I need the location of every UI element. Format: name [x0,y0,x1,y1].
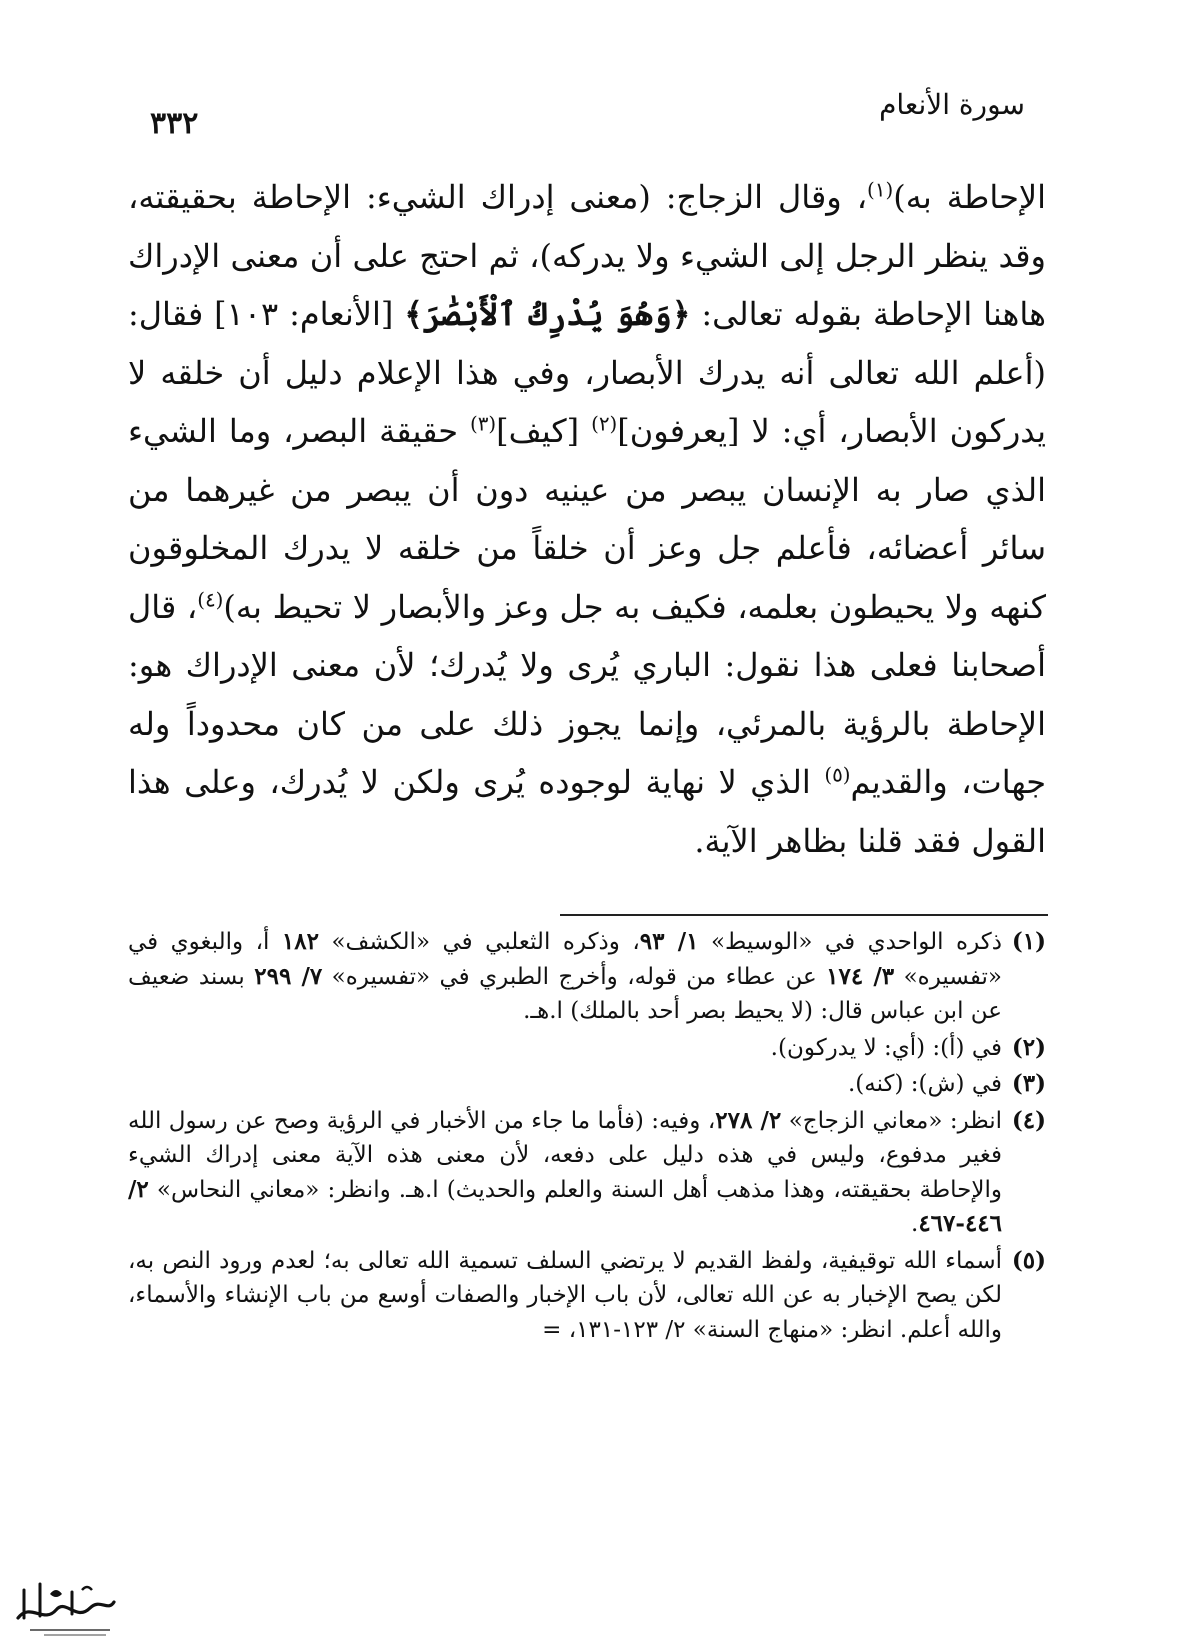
footnote-5 [128,1244,1046,1348]
page-number: ٣٣٢ [150,106,199,141]
footnote-number: (١) [1011,928,1046,955]
footnote-text-part: . [911,1211,919,1237]
running-title: سورة الأنعام [879,88,1025,121]
page-header [150,88,1025,148]
footnote-text-part: بسند ضعيف عن ابن عباس قال: (لا يحيط بصر أحد بالملك) ا.هـ. [128,963,1002,1024]
footnote-citation: ٧/ ٢٩٩ [254,962,323,990]
footnote-ref-3: (٣) [470,412,497,436]
footnote-3 [128,1067,1046,1102]
footnote-text: أسماء الله توقيفية، ولفظ القديم لا يرتضي السلف تسمية الله تعالى به؛ لعدم ورود النص به، لكن يصح الإخبار به عن الله تعالى، لأن باب الإخبار والصفات أوسع من باب الإنشاء والأسماء، والله أعلم. انظر: «منهاج السنة» ٢/ ١٢٣-١٣١، = [128,1247,1002,1343]
footnote-text-part: أ، والبغوي في «تفسيره» [128,929,1002,990]
text-segment: حقيقة البصر، وما الشيء الذي صار به الإنسان يبصر من عينيه دون أن يبصر من غيرهما من سائر أعضائه، فأعلم جل وعز أن خلقاً من خلقه لا يدرك المخلوقون كنهه ولا يحيطون بعلمه، فكيف به جل وعز والأبصار لا تحيط به) [128,412,1047,626]
footnote-citation: ١/ ٩٣ [639,928,699,955]
footnote-2 [128,1031,1046,1066]
footnote-ref-2: (٢) [591,412,618,436]
text-segment: ، قال أصحابنا فعلى هذا نقول: الباري يُرى ولا يُدرك؛ لأن معنى الإدراك هو: الإحاطة بالرؤية بالمرئي، وإنما يجوز ذلك على من كان محدوداً وله جهات، والقديم [128,587,1047,801]
footnote-ref-4: (٤) [197,587,224,611]
footnote-ref-1: (١) [867,178,894,202]
publisher-logo-icon [10,1572,120,1642]
footnote-text-part: ، وذكره الثعلبي في «الكشف» [318,929,640,955]
footnote-1 [128,925,1046,1029]
main-paragraph [128,168,1046,870]
text-segment: [كيف] [496,412,592,450]
footnote-text: في (أ): (أي: لا يدركون). [770,1034,1002,1061]
footnote-divider [560,914,1048,916]
footnote-citation: ٢/ ٤٤٦-٤٦٧ [128,1175,1002,1237]
footnote-number: (٥) [1011,1246,1046,1274]
footnote-citation: ٢/ ٢٧٨ [715,1106,782,1134]
footnote-text-part: ، وفيه: (فأما ما جاء من الأخبار في الرؤية وصح عن رسول الله فغير مدفوع، وليس في هذه دليل على دفعه، لأن معنى هذه الآية معنى إدراك الشيء والإحاطة بحقيقته، وهذا مذهب أهل السنة والعلم والحديث) ا.هـ. وانظر: «معاني النحاس» [128,1107,1002,1203]
text-segment: الذي لا نهاية لوجوده يُرى ولكن لا يُدرك، وعلى هذا القول فقد قلنا بظاهر الآية. [128,763,1046,860]
text-segment: ، وقال الزجاج: (معنى إدراك الشيء: الإحاطة بحقيقته، وقد ينظر الرجل إلى الشيء ولا يدركه)، ثم احتج على أن معنى الإدراك هاهنا الإحاطة بقوله تعالى: [128,178,1047,333]
text-segment: [الأنعام: ١٠٣] فقال: (أعلم الله تعالى أنه يدرك الأبصار، وفي هذا الإعلام دليل أن خلقه لا يدركون الأبصار، أي: لا [يعرفون] [128,295,1046,450]
footnote-text [128,925,1002,1029]
text-segment: الإحاطة به) [893,178,1047,216]
footnote-text-part: ذكره الواحدي في «الوسيط» [698,929,1002,955]
footnote-text [128,1104,1002,1242]
footnote-number: (٤) [1011,1106,1046,1134]
footnote-citation: ٣/ ١٧٤ [826,962,895,990]
footnote-number: (٣) [1011,1070,1046,1097]
footnote-text: في (ش): (كنه). [847,1071,1002,1097]
footnote-text-part: انظر: «معاني الزجاج» [781,1107,1002,1134]
footnote-number: (٢) [1011,1033,1046,1061]
footnote-4 [128,1104,1046,1242]
footnote-citation: ١٨٢ [281,928,319,955]
main-text [128,168,1046,870]
footnotes [128,925,1046,1349]
quran-verse: ﴿وَهُوَ يُدْرِكُ ٱلْأَبْصَٰرَ﴾ [404,295,691,333]
footnote-ref-5: (٥) [824,763,851,787]
footnote-text-part: عن عطاء من قوله، وأخرج الطبري في «تفسيره» [322,963,827,990]
